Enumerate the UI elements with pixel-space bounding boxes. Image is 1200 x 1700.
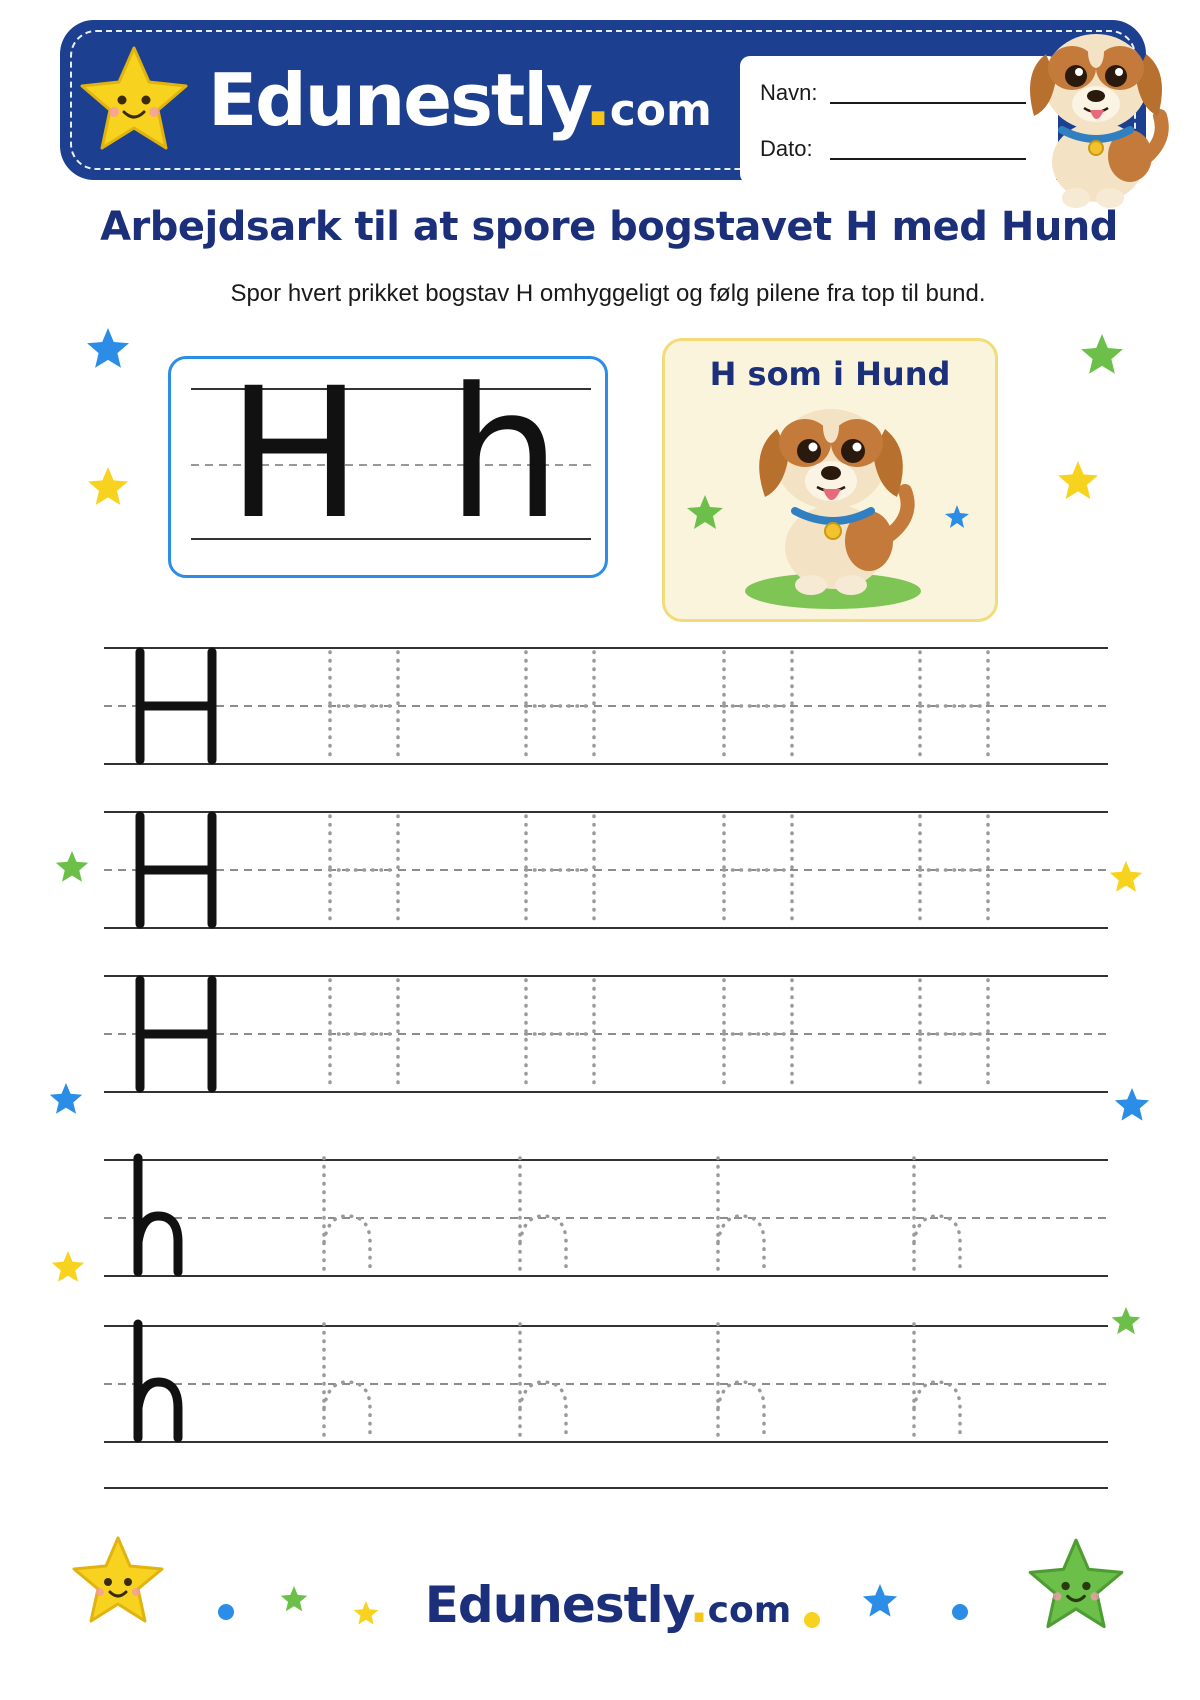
star-icon [52,1251,84,1282]
star-icon [87,328,129,368]
worksheet-instructions: Spor hvert prikket bogstav H omhyggeligt og følg pilene fra top til bund. [230,280,986,307]
star-icon [1110,861,1142,892]
worksheet-title: Arbejdsark til at spore bogstavet H med Hund [100,204,1118,250]
model-lowercase-letter: h [447,350,562,559]
star-icon [1081,334,1123,374]
name-label: Navn: [760,80,818,105]
star-icon [56,851,88,882]
star-icon [50,1083,82,1114]
picture-caption: H som i Hund [709,355,951,393]
date-label: Dato: [760,136,813,161]
star-icon [1058,461,1098,499]
brand-logo: Edunestly.com [208,58,712,142]
star-icon [1115,1088,1149,1121]
star-icon [1112,1307,1141,1334]
model-uppercase-letter: H [227,350,363,559]
footer-brand-logo: Edunestly.com [424,1576,792,1634]
star-icon [88,467,128,505]
